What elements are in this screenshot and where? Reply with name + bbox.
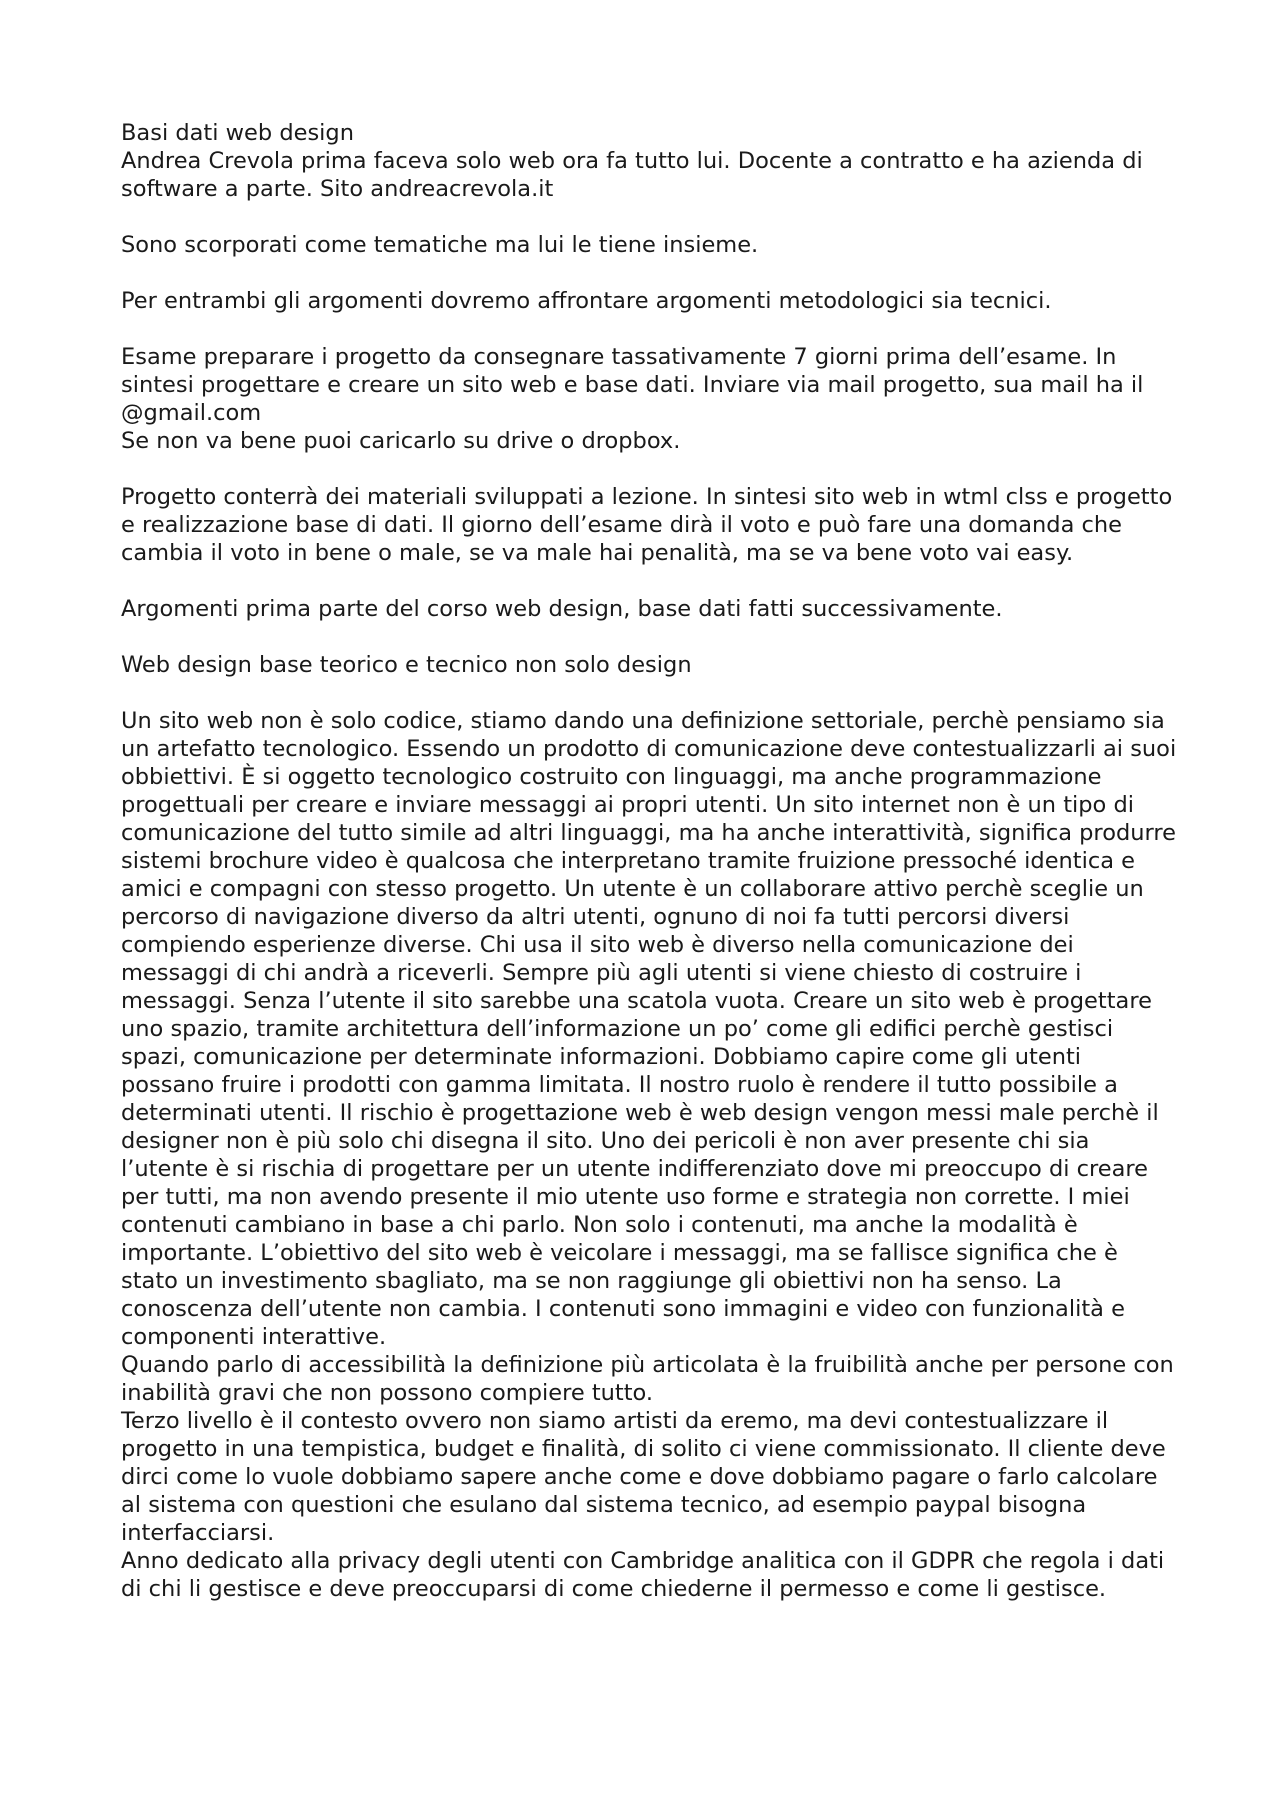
- paragraph-author: Andrea Crevola prima faceva solo web ora fa tutto lui. Docente a contratto e ha azienda di software a parte. Sito andreacrevola.it: [121, 148, 1143, 202]
- document-page: [121, 119, 1181, 1603]
- paragraph-web-design: Web design base teorico e tecnico non solo design: [121, 652, 692, 678]
- document-title: Basi dati web design: [121, 120, 354, 146]
- paragraph-upload: Se non va bene puoi caricarlo su drive o dropbox.: [121, 428, 681, 454]
- paragraph-exam: Esame preparare i progetto da consegnare tassativamente 7 giorni prima dell’esame. In sintesi progettare e creare un sito web e base dati. Inviare via mail progetto, sua mail ha il @gmail.com: [121, 344, 1144, 426]
- paragraph-website-definition: Un sito web non è solo codice, stiamo dando una definizione settoriale, perchè pensiamo sia un artefatto tecnologico. Essendo un prodotto di comunicazione deve contestualizzarli ai suoi obbiettivi. È si oggetto tecnologico costruito con linguaggi, ma anche programmazione progettuali per creare e inviare messaggi ai propri utenti. Un sito internet non è un tipo di comunicazione del tutto simile ad altri linguaggi, ma ha anche interattività, significa produrre sistemi brochure video è qualcosa che interpretano tramite fruizione pressoché identica e amici e compagni con stesso progetto. Un utente è un collaborare attivo perchè sceglie un percorso di navigazione diverso da altri utenti, ognuno di noi fa tutti percorsi diversi compiendo esperienze diverse. Chi usa il sito web è diverso nella comunicazione dei messaggi di chi andrà a riceverli. Sempre più agli utenti si viene chiesto di costruire i messaggi. Senza l’utente il sito sarebbe una scatola vuota. Creare un sito web è progettare uno spazio, tramite architettura dell’informazione un po’ come gli edifici perchè gestisci spazi, comunicazione per determinate informazioni. Dobbiamo capire come gli utenti possano fruire i prodotti con gamma limitata. Il nostro ruolo è rendere il tutto possibile a determinati utenti. Il rischio è progettazione web è web design vengon messi male perchè il designer non è più solo chi disegna il sito. Uno dei pericoli è non aver presente chi sia l’utente è si rischia di progettare per un utente indifferenziato dove mi preoccupo di creare per tutti, ma non avendo presente il mio utente uso forme e strategia non corrette. I miei contenuti cambiano in base a chi parlo. Non solo i contenuti, ma anche la modalità è importante. L’obiettivo del sito web è veicolare i messaggi, ma se fallisce significa che è stato un investimento sbagliato, ma se non raggiunge gli obiettivi non ha senso. La conoscenza dell’utente non cambia. I contenuti sono immagini e video con funzionalità e componenti interattive.: [121, 708, 1177, 1350]
- paragraph-arguments: Per entrambi gli argomenti dovremo affrontare argomenti metodologici sia tecnici.: [121, 288, 1052, 314]
- paragraph-context: Terzo livello è il contesto ovvero non siamo artisti da eremo, ma devi contestualizzare il progetto in una tempistica, budget e finalità, di solito ci viene commissionato. Il cliente deve dirci come lo vuole dobbiamo sapere anche come e dove dobbiamo pagare o farlo calcolare al sistema con questioni che esulano dal sistema tecnico, ad esempio paypal bisogna interfacciarsi.: [121, 1408, 1166, 1546]
- paragraph-course-parts: Argomenti prima parte del corso web design, base dati fatti successivamente.: [121, 596, 1003, 622]
- paragraph-topics: Sono scorporati come tematiche ma lui le tiene insieme.: [121, 232, 759, 258]
- paragraph-project: Progetto conterrà dei materiali sviluppati a lezione. In sintesi sito web in wtml clss e progetto e realizzazione base di dati. Il giorno dell’esame dirà il voto e può fare una domanda che cambia il voto in bene o male, se va male hai penalità, ma se va bene voto vai easy.: [121, 484, 1173, 566]
- paragraph-accessibility: Quando parlo di accessibilità la definizione più articolata è la fruibilità anche per persone con inabilità gravi che non possono compiere tutto.: [121, 1352, 1174, 1406]
- paragraph-privacy: Anno dedicato alla privacy degli utenti con Cambridge analitica con il GDPR che regola i dati di chi li gestisce e deve preoccuparsi di come chiederne il permesso e come li gestisce.: [121, 1548, 1165, 1602]
